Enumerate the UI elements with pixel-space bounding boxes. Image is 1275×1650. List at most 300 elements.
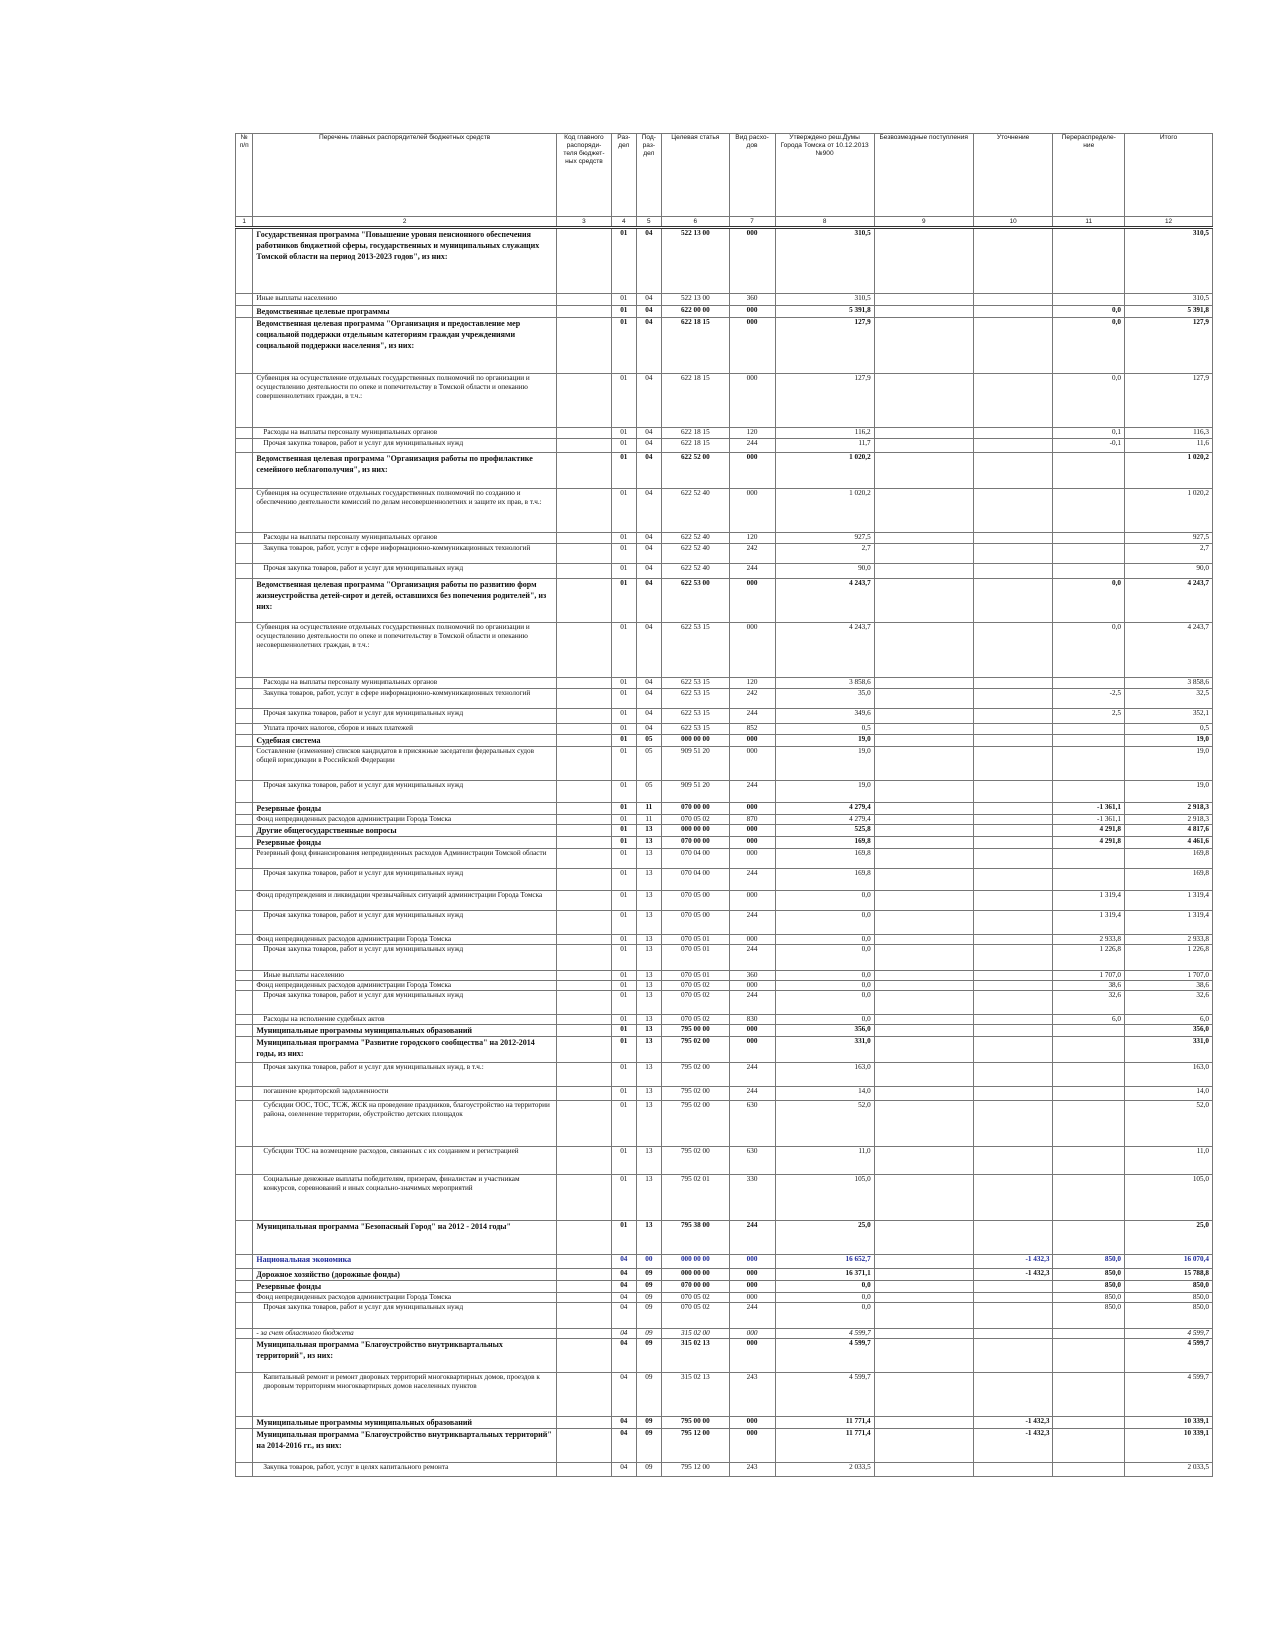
- col-header-target: Целевая статья: [662, 134, 729, 217]
- table-row: [236, 1015, 1213, 1025]
- cell-num: [236, 678, 253, 689]
- cell-approved: 310,5: [775, 294, 874, 306]
- cell-approved: 11 771,4: [775, 1417, 874, 1429]
- cell-clarification: [973, 1025, 1053, 1037]
- col-header-grants: Безвозмездные поступления: [874, 134, 973, 217]
- cell-grbs: [556, 1303, 611, 1329]
- cell-podrazdel: 04: [636, 678, 662, 689]
- cell-total: 356,0: [1125, 1025, 1213, 1037]
- cell-target: 070 00 00: [662, 1281, 729, 1293]
- cell-name: Закупка товаров, работ, услуг в сфере информационно-коммуникационных технологий: [253, 544, 557, 564]
- cell-redistribution: 32,6: [1053, 991, 1125, 1015]
- table-row: [236, 1269, 1213, 1281]
- cell-grbs: [556, 533, 611, 544]
- cell-podrazdel: 04: [636, 306, 662, 318]
- cell-redistribution: 1 319,4: [1053, 891, 1125, 911]
- cell-grants: [874, 1293, 973, 1303]
- cell-grants: [874, 689, 973, 709]
- cell-razdel: 01: [612, 825, 637, 837]
- cell-razdel: 01: [612, 991, 637, 1015]
- cell-redistribution: [1053, 1087, 1125, 1101]
- cell-approved: 11,0: [775, 1147, 874, 1175]
- cell-approved: 14,0: [775, 1087, 874, 1101]
- cell-approved: 356,0: [775, 1025, 874, 1037]
- cell-podrazdel: 13: [636, 1101, 662, 1147]
- table-row: [236, 991, 1213, 1015]
- cell-podrazdel: 04: [636, 724, 662, 735]
- cell-grbs: [556, 564, 611, 579]
- cell-grants: [874, 991, 973, 1015]
- cell-approved: 0,0: [775, 911, 874, 935]
- cell-redistribution: [1053, 1329, 1125, 1339]
- cell-grants: [874, 1269, 973, 1281]
- cell-type: 120: [729, 678, 775, 689]
- table-row: [236, 294, 1213, 306]
- cell-name: Фонд непредвиденных расходов администрации Города Томска: [253, 935, 557, 945]
- cell-name: Муниципальные программы муниципальных образований: [253, 1417, 557, 1429]
- cell-grbs: [556, 228, 611, 294]
- cell-grants: [874, 891, 973, 911]
- cell-clarification: [973, 1087, 1053, 1101]
- col-header-redistribution: Перераспределе-ние: [1053, 134, 1125, 217]
- cell-name: Муниципальные программы муниципальных образований: [253, 1025, 557, 1037]
- cell-razdel: 01: [612, 489, 637, 533]
- cell-grants: [874, 945, 973, 971]
- cell-target: 622 52 40: [662, 533, 729, 544]
- cell-target: 070 05 01: [662, 935, 729, 945]
- cell-clarification: [973, 837, 1053, 849]
- cell-grbs: [556, 489, 611, 533]
- cell-razdel: 04: [612, 1373, 637, 1417]
- cell-target: 622 53 15: [662, 689, 729, 709]
- cell-approved: 0,0: [775, 935, 874, 945]
- cell-approved: 163,0: [775, 1063, 874, 1087]
- cell-clarification: [973, 1463, 1053, 1477]
- table-row: [236, 1429, 1213, 1463]
- col-header-type: Вид расхо-дов: [729, 134, 775, 217]
- cell-type: 000: [729, 623, 775, 678]
- cell-redistribution: 0,0: [1053, 374, 1125, 428]
- cell-approved: 4 599,7: [775, 1373, 874, 1417]
- cell-type: 000: [729, 1339, 775, 1373]
- cell-grbs: [556, 1293, 611, 1303]
- cell-name: Социальные денежные выплаты победителям, призерам, финалистам и участникам конкурсов, соревнований и иных социально-значимых мероприятий: [253, 1175, 557, 1221]
- cell-type: 000: [729, 318, 775, 374]
- cell-redistribution: [1053, 1175, 1125, 1221]
- table-row: [236, 735, 1213, 747]
- cell-name: Субсидии ООС, ТОС, ТСЖ, ЖСК на проведение праздников, благоустройство на территории района, озеленение территории, обустройство детских площадок: [253, 1101, 557, 1147]
- cell-razdel: 01: [612, 945, 637, 971]
- cell-name: Резервные фонды: [253, 803, 557, 815]
- table-row: [236, 1339, 1213, 1373]
- cell-num: [236, 815, 253, 825]
- cell-redistribution: -1 361,1: [1053, 815, 1125, 825]
- cell-name: Расходы на исполнение судебных актов: [253, 1015, 557, 1025]
- cell-clarification: [973, 991, 1053, 1015]
- cell-num: [236, 971, 253, 981]
- cell-grants: [874, 781, 973, 803]
- cell-grants: [874, 735, 973, 747]
- cell-grbs: [556, 1417, 611, 1429]
- table-row: [236, 1417, 1213, 1429]
- cell-razdel: 01: [612, 306, 637, 318]
- cell-razdel: 01: [612, 453, 637, 489]
- table-row: [236, 1063, 1213, 1087]
- cell-type: 870: [729, 815, 775, 825]
- cell-total: 127,9: [1125, 318, 1213, 374]
- cell-num: [236, 981, 253, 991]
- cell-total: 4 817,6: [1125, 825, 1213, 837]
- cell-redistribution: [1053, 1373, 1125, 1417]
- cell-num: [236, 1063, 253, 1087]
- cell-target: 315 02 00: [662, 1329, 729, 1339]
- cell-grants: [874, 623, 973, 678]
- table-row: [236, 1255, 1213, 1269]
- cell-num: [236, 935, 253, 945]
- cell-redistribution: -0,1: [1053, 439, 1125, 453]
- cell-clarification: [973, 1329, 1053, 1339]
- cell-num: [236, 1339, 253, 1373]
- table-row: [236, 318, 1213, 374]
- cell-redistribution: [1053, 735, 1125, 747]
- cell-approved: 52,0: [775, 1101, 874, 1147]
- cell-clarification: -1 432,3: [973, 1269, 1053, 1281]
- cell-name: Резервный фонд финансирования непредвиденных расходов Администрации Томской области: [253, 849, 557, 869]
- cell-total: 11,0: [1125, 1147, 1213, 1175]
- cell-razdel: 01: [612, 815, 637, 825]
- cell-podrazdel: 09: [636, 1339, 662, 1373]
- cell-grbs: [556, 1025, 611, 1037]
- cell-grbs: [556, 623, 611, 678]
- cell-name: Резервные фонды: [253, 1281, 557, 1293]
- cell-razdel: 01: [612, 1147, 637, 1175]
- cell-type: 244: [729, 911, 775, 935]
- cell-type: 000: [729, 735, 775, 747]
- cell-grants: [874, 544, 973, 564]
- cell-total: 32,5: [1125, 689, 1213, 709]
- cell-redistribution: 1 226,8: [1053, 945, 1125, 971]
- cell-total: 850,0: [1125, 1303, 1213, 1329]
- cell-name: Фонд непредвиденных расходов администрации Города Томска: [253, 1293, 557, 1303]
- cell-total: 11,6: [1125, 439, 1213, 453]
- cell-redistribution: 4 291,8: [1053, 825, 1125, 837]
- cell-approved: 2 033,5: [775, 1463, 874, 1477]
- cell-target: 522 13 00: [662, 294, 729, 306]
- cell-podrazdel: 13: [636, 1063, 662, 1087]
- cell-approved: 169,8: [775, 849, 874, 869]
- cell-grants: [874, 1373, 973, 1417]
- cell-total: 1 319,4: [1125, 911, 1213, 935]
- cell-type: 000: [729, 1429, 775, 1463]
- table-row: [236, 428, 1213, 439]
- cell-num: [236, 1025, 253, 1037]
- cell-total: 116,3: [1125, 428, 1213, 439]
- col-number: 10: [973, 217, 1053, 228]
- cell-grbs: [556, 374, 611, 428]
- cell-target: 795 02 00: [662, 1037, 729, 1063]
- cell-num: [236, 453, 253, 489]
- cell-type: 000: [729, 891, 775, 911]
- cell-target: 795 12 00: [662, 1463, 729, 1477]
- cell-razdel: 04: [612, 1329, 637, 1339]
- cell-target: 070 05 02: [662, 1015, 729, 1025]
- cell-redistribution: [1053, 1063, 1125, 1087]
- cell-clarification: [973, 294, 1053, 306]
- col-number: 12: [1125, 217, 1213, 228]
- cell-target: 795 02 01: [662, 1175, 729, 1221]
- cell-approved: 0,0: [775, 1281, 874, 1293]
- cell-grbs: [556, 747, 611, 781]
- budget-sheet: [235, 133, 1213, 1477]
- cell-podrazdel: 04: [636, 228, 662, 294]
- table-row: [236, 1281, 1213, 1293]
- cell-name: Иные выплаты населению: [253, 294, 557, 306]
- cell-target: 000 00 00: [662, 735, 729, 747]
- cell-total: 5 391,8: [1125, 306, 1213, 318]
- cell-grbs: [556, 991, 611, 1015]
- table-row: [236, 533, 1213, 544]
- cell-razdel: 01: [612, 1101, 637, 1147]
- table-row: [236, 544, 1213, 564]
- cell-grbs: [556, 544, 611, 564]
- cell-total: 4 599,7: [1125, 1339, 1213, 1373]
- cell-clarification: [973, 1303, 1053, 1329]
- cell-grants: [874, 228, 973, 294]
- cell-num: [236, 849, 253, 869]
- cell-total: 3 858,6: [1125, 678, 1213, 689]
- cell-name: Муниципальная программа "Благоустройство внутриквартальных территорий", из них:: [253, 1339, 557, 1373]
- table-row: [236, 439, 1213, 453]
- cell-grbs: [556, 1281, 611, 1293]
- cell-clarification: [973, 623, 1053, 678]
- cell-name: погашение кредиторской задолженности: [253, 1087, 557, 1101]
- cell-grants: [874, 294, 973, 306]
- table-row: [236, 678, 1213, 689]
- cell-grants: [874, 869, 973, 891]
- cell-grants: [874, 1101, 973, 1147]
- cell-type: 000: [729, 228, 775, 294]
- cell-total: 19,0: [1125, 781, 1213, 803]
- cell-grants: [874, 981, 973, 991]
- table-row: [236, 623, 1213, 678]
- cell-razdel: 04: [612, 1339, 637, 1373]
- cell-num: [236, 1293, 253, 1303]
- cell-grbs: [556, 891, 611, 911]
- cell-target: 795 02 00: [662, 1101, 729, 1147]
- col-header-num: № п/п: [236, 134, 253, 217]
- cell-redistribution: [1053, 533, 1125, 544]
- col-number: 5: [636, 217, 662, 228]
- cell-podrazdel: 13: [636, 991, 662, 1015]
- cell-total: 105,0: [1125, 1175, 1213, 1221]
- table-row: [236, 891, 1213, 911]
- table-row: [236, 1221, 1213, 1255]
- cell-type: 000: [729, 849, 775, 869]
- cell-podrazdel: 05: [636, 735, 662, 747]
- cell-razdel: 04: [612, 1429, 637, 1463]
- cell-target: 000 00 00: [662, 1255, 729, 1269]
- cell-grbs: [556, 1339, 611, 1373]
- cell-podrazdel: 04: [636, 689, 662, 709]
- table-body: [236, 228, 1213, 1477]
- cell-type: 000: [729, 935, 775, 945]
- cell-total: 2 918,3: [1125, 803, 1213, 815]
- cell-approved: 4 279,4: [775, 803, 874, 815]
- cell-num: [236, 945, 253, 971]
- cell-num: [236, 709, 253, 724]
- cell-num: [236, 991, 253, 1015]
- cell-podrazdel: 04: [636, 318, 662, 374]
- cell-name: Расходы на выплаты персоналу муниципальных органов: [253, 678, 557, 689]
- cell-approved: 19,0: [775, 735, 874, 747]
- table-row: [236, 1329, 1213, 1339]
- cell-grbs: [556, 1037, 611, 1063]
- cell-clarification: [973, 815, 1053, 825]
- cell-grbs: [556, 945, 611, 971]
- cell-grbs: [556, 825, 611, 837]
- cell-num: [236, 1255, 253, 1269]
- cell-grants: [874, 1025, 973, 1037]
- col-number: 6: [662, 217, 729, 228]
- cell-podrazdel: 09: [636, 1373, 662, 1417]
- cell-redistribution: [1053, 724, 1125, 735]
- cell-approved: 349,6: [775, 709, 874, 724]
- cell-type: 120: [729, 533, 775, 544]
- cell-type: 244: [729, 1087, 775, 1101]
- cell-type: 244: [729, 439, 775, 453]
- cell-clarification: [973, 981, 1053, 991]
- col-header-name: Перечень главных распорядителей бюджетных средств: [253, 134, 557, 217]
- cell-razdel: 01: [612, 747, 637, 781]
- cell-total: 25,0: [1125, 1221, 1213, 1255]
- cell-total: 352,1: [1125, 709, 1213, 724]
- cell-target: 315 02 13: [662, 1339, 729, 1373]
- cell-target: 622 52 40: [662, 564, 729, 579]
- table-row: [236, 228, 1213, 294]
- cell-total: 2 033,5: [1125, 1463, 1213, 1477]
- cell-grbs: [556, 1063, 611, 1087]
- cell-target: 070 05 02: [662, 1303, 729, 1329]
- cell-name: Расходы на выплаты персоналу муниципальных органов: [253, 533, 557, 544]
- cell-approved: 11 771,4: [775, 1429, 874, 1463]
- cell-num: [236, 1269, 253, 1281]
- cell-grbs: [556, 815, 611, 825]
- cell-target: 070 00 00: [662, 837, 729, 849]
- table-row: [236, 911, 1213, 935]
- cell-name: Прочая закупка товаров, работ и услуг для муниципальных нужд: [253, 911, 557, 935]
- cell-grants: [874, 1339, 973, 1373]
- cell-target: 909 51 20: [662, 781, 729, 803]
- cell-num: [236, 294, 253, 306]
- cell-type: 630: [729, 1101, 775, 1147]
- cell-razdel: 01: [612, 781, 637, 803]
- cell-razdel: 01: [612, 318, 637, 374]
- cell-redistribution: 0,0: [1053, 318, 1125, 374]
- cell-approved: 4 243,7: [775, 623, 874, 678]
- cell-razdel: 01: [612, 837, 637, 849]
- cell-razdel: 01: [612, 735, 637, 747]
- table-row: [236, 803, 1213, 815]
- cell-redistribution: 0,1: [1053, 428, 1125, 439]
- cell-name: Муниципальная программа "Развитие городского сообщества" на 2012-2014 годы, из них:: [253, 1037, 557, 1063]
- cell-grbs: [556, 1101, 611, 1147]
- cell-approved: 16 371,1: [775, 1269, 874, 1281]
- cell-type: 244: [729, 564, 775, 579]
- cell-approved: 11,7: [775, 439, 874, 453]
- cell-total: 6,0: [1125, 1015, 1213, 1025]
- cell-redistribution: 2,5: [1053, 709, 1125, 724]
- cell-approved: 1 020,2: [775, 489, 874, 533]
- cell-name: Муниципальная программа "Безопасный Город" на 2012 - 2014 годы": [253, 1221, 557, 1255]
- col-number: 1: [236, 217, 253, 228]
- cell-redistribution: [1053, 849, 1125, 869]
- cell-target: 622 52 00: [662, 453, 729, 489]
- cell-redistribution: 850,0: [1053, 1293, 1125, 1303]
- cell-approved: 4 279,4: [775, 815, 874, 825]
- cell-podrazdel: 13: [636, 1175, 662, 1221]
- cell-redistribution: [1053, 1463, 1125, 1477]
- cell-grbs: [556, 439, 611, 453]
- cell-grbs: [556, 803, 611, 815]
- cell-total: 16 070,4: [1125, 1255, 1213, 1269]
- cell-total: 90,0: [1125, 564, 1213, 579]
- cell-target: 070 05 02: [662, 815, 729, 825]
- cell-redistribution: [1053, 1417, 1125, 1429]
- cell-type: 000: [729, 981, 775, 991]
- cell-num: [236, 439, 253, 453]
- cell-name: Резервные фонды: [253, 837, 557, 849]
- cell-podrazdel: 04: [636, 428, 662, 439]
- cell-razdel: 01: [612, 1037, 637, 1063]
- cell-type: 000: [729, 1281, 775, 1293]
- cell-name: Национальная экономика: [253, 1255, 557, 1269]
- cell-grbs: [556, 453, 611, 489]
- cell-podrazdel: 13: [636, 869, 662, 891]
- cell-podrazdel: 13: [636, 1037, 662, 1063]
- cell-clarification: [973, 1373, 1053, 1417]
- cell-approved: 105,0: [775, 1175, 874, 1221]
- cell-num: [236, 1303, 253, 1329]
- cell-target: 070 05 02: [662, 991, 729, 1015]
- cell-total: 4 461,6: [1125, 837, 1213, 849]
- cell-grants: [874, 1063, 973, 1087]
- cell-grants: [874, 564, 973, 579]
- cell-num: [236, 1101, 253, 1147]
- cell-total: 310,5: [1125, 294, 1213, 306]
- cell-total: 52,0: [1125, 1101, 1213, 1147]
- cell-total: 14,0: [1125, 1087, 1213, 1101]
- cell-total: 19,0: [1125, 747, 1213, 781]
- cell-name: Прочая закупка товаров, работ и услуг для муниципальных нужд, в т.ч.:: [253, 1063, 557, 1087]
- cell-num: [236, 623, 253, 678]
- cell-grbs: [556, 709, 611, 724]
- cell-type: 242: [729, 544, 775, 564]
- cell-type: 244: [729, 1063, 775, 1087]
- cell-target: 622 00 00: [662, 306, 729, 318]
- cell-total: 127,9: [1125, 374, 1213, 428]
- cell-approved: 0,0: [775, 1015, 874, 1025]
- cell-grants: [874, 971, 973, 981]
- cell-podrazdel: 04: [636, 294, 662, 306]
- cell-type: 000: [729, 374, 775, 428]
- cell-num: [236, 1147, 253, 1175]
- cell-redistribution: 0,0: [1053, 306, 1125, 318]
- cell-num: [236, 306, 253, 318]
- cell-num: [236, 564, 253, 579]
- cell-type: 242: [729, 689, 775, 709]
- cell-podrazdel: 13: [636, 1087, 662, 1101]
- cell-clarification: [973, 891, 1053, 911]
